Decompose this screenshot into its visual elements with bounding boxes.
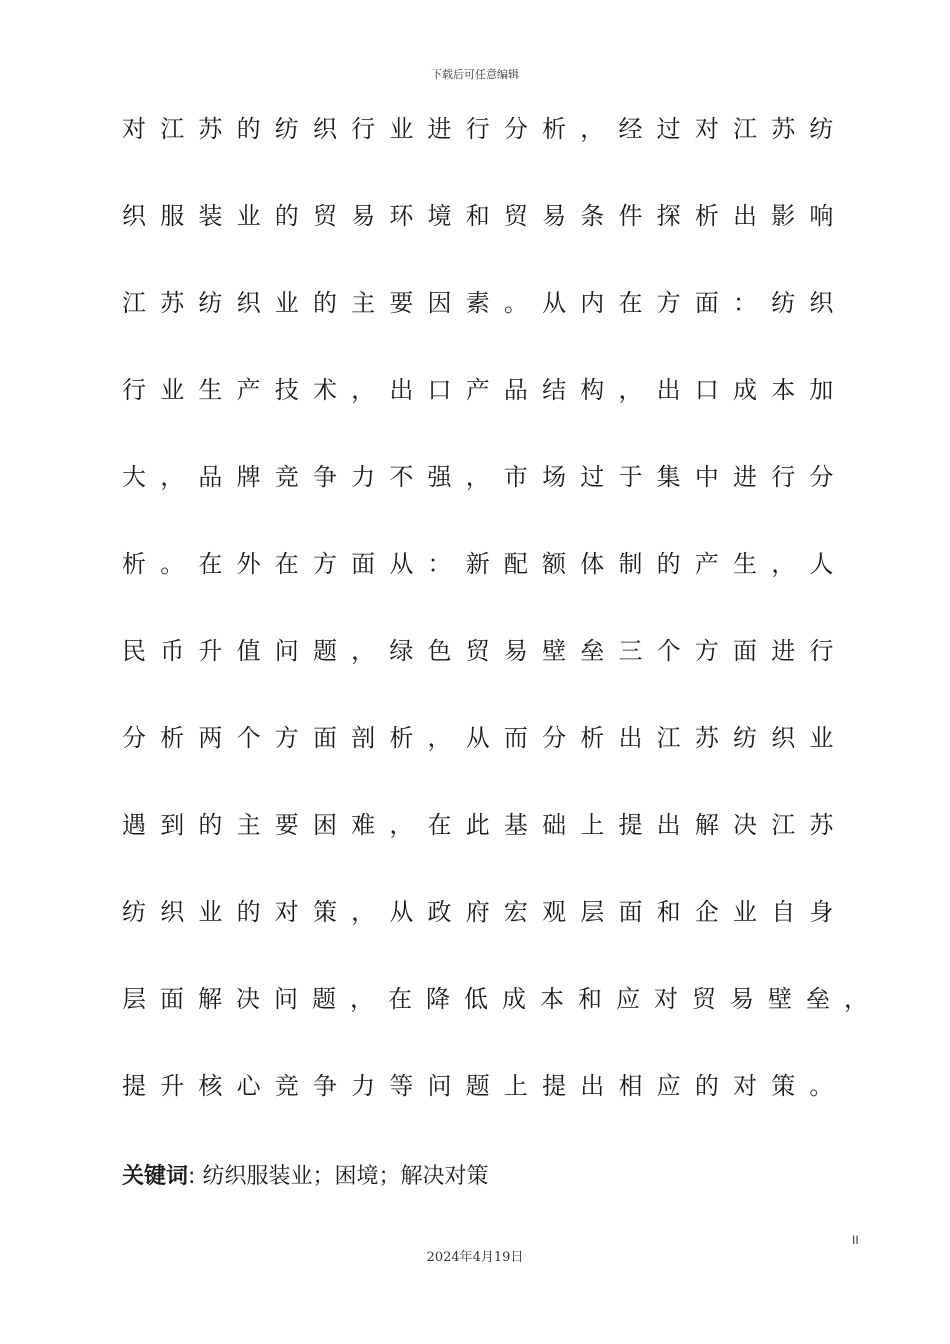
keywords-line	[122, 1160, 488, 1194]
body-text	[122, 108, 882, 1152]
body-line: 大 ， 品 牌 竞 争 力 不 强 ， 市 场 过 于 集 中 进 行 分	[122, 463, 834, 491]
keywords-separator: :	[188, 1164, 196, 1189]
body-line: 行 业 生 产 技 术 ， 出 口 产 品 结 构 ， 出 口 成 本 加	[122, 376, 834, 404]
body-line: 析 。 在 外 在 方 面 从 ： 新 配 额 体 制 的 产 生 ， 人	[122, 550, 834, 578]
body-line: 民 币 升 值 问 题 ， 绿 色 贸 易 壁 垒 三 个 方 面 进 行	[122, 637, 834, 665]
body-line: 遇 到 的 主 要 困 难 ， 在 此 基 础 上 提 出 解 决 江 苏	[122, 811, 834, 839]
body-line: 分 析 两 个 方 面 剖 析 ， 从 而 分 析 出 江 苏 纺 织 业	[122, 724, 834, 752]
keywords-label: 关键词	[122, 1164, 189, 1189]
body-line: 江 苏 纺 织 业 的 主 要 因 素 。 从 内 在 方 面 ： 纺 织	[122, 289, 834, 317]
body-line: 提 升 核 心 竞 争 力 等 问 题 上 提 出 相 应 的 对 策 。	[122, 1072, 834, 1100]
body-line: 纺 织 业 的 对 策 ， 从 政 府 宏 观 层 面 和 企 业 自 身	[122, 898, 834, 926]
footer-date: 2024年4月19日	[426, 1250, 524, 1265]
body-line: 对 江 苏 的 纺 织 行 业 进 行 分 析 ， 经 过 对 江 苏 纺	[122, 115, 834, 143]
page-number: II	[852, 1233, 859, 1247]
header-note: 下载后可任意编辑	[431, 68, 519, 81]
body-line: 织 服 装 业 的 贸 易 环 境 和 贸 易 条 件 探 析 出 影 响	[122, 202, 834, 230]
keywords-text: 纺织服装业；困境；解决对策	[202, 1164, 489, 1189]
body-line: 层 面 解 决 问 题 ， 在 降 低 成 本 和 应 对 贸 易 壁 垒 ，	[122, 985, 868, 1013]
